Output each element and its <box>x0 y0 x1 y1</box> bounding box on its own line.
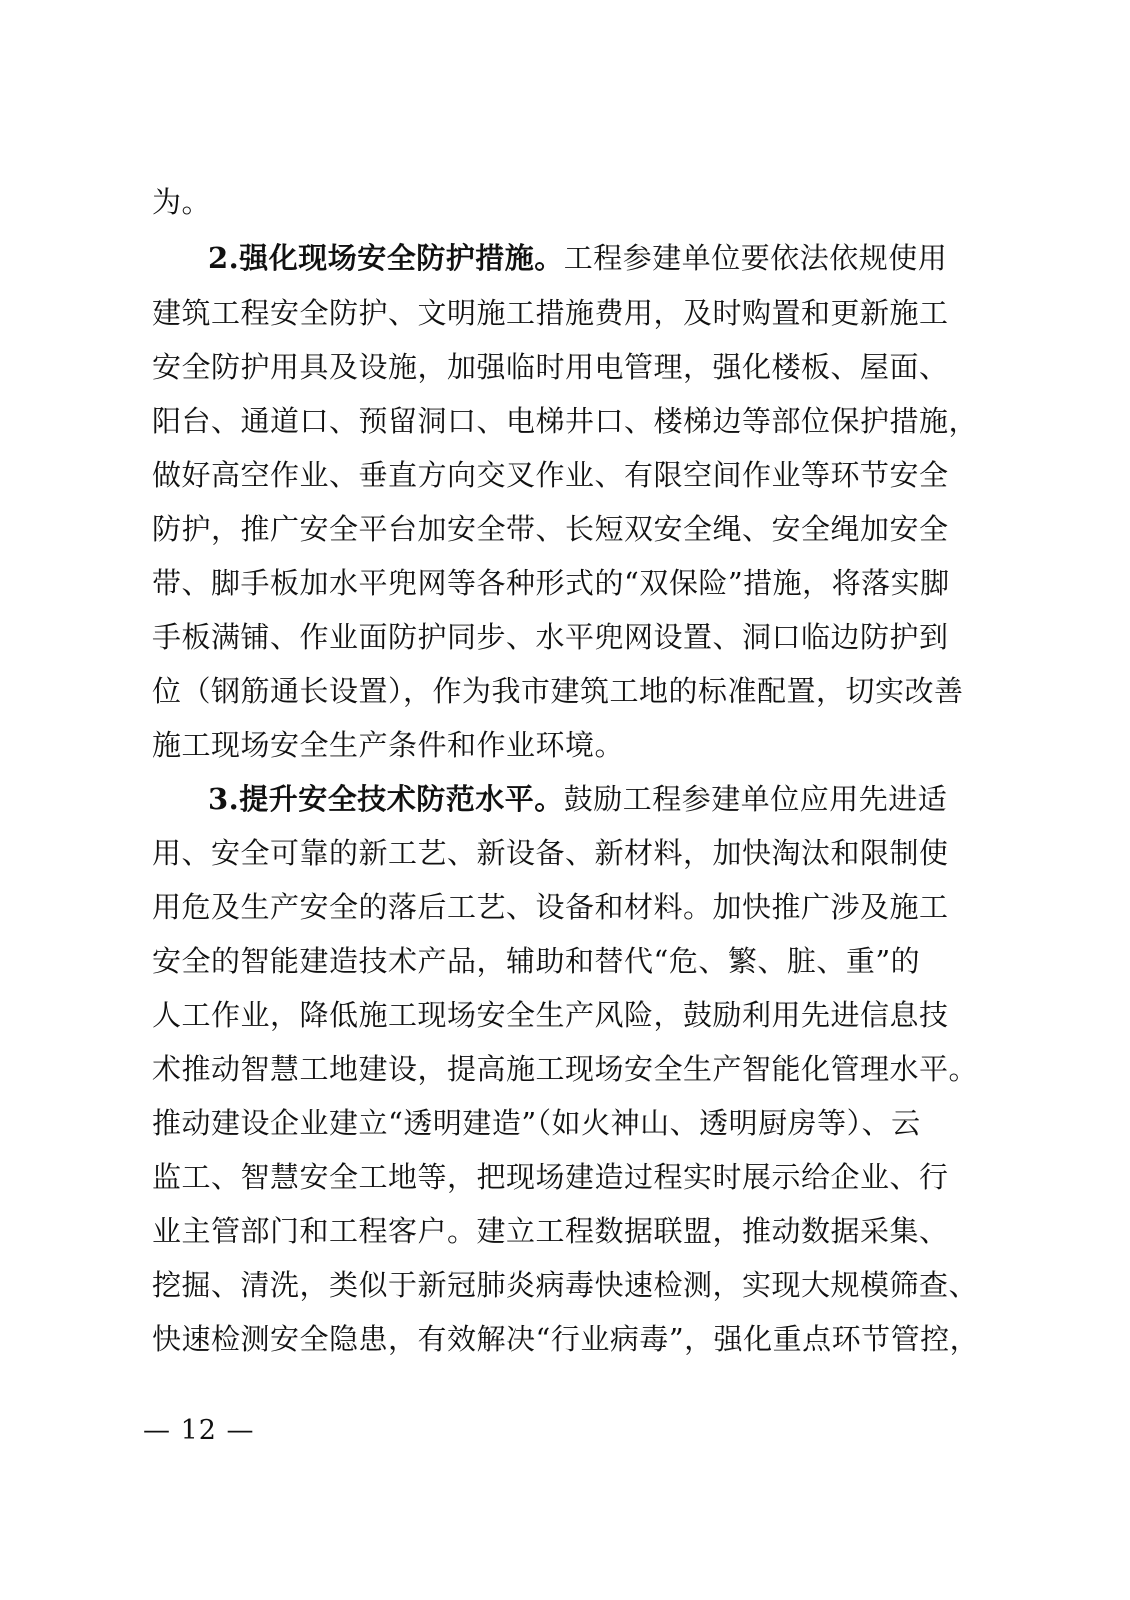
line-text: 业主管部门和工程客户。建立工程数据联盟，推动数据采集、 <box>152 1214 949 1248</box>
text-line <box>152 1049 979 1089</box>
line-text: 推动建设企业建立“透明建造”（如火神山、透明厨房等）、云 <box>152 1106 921 1140</box>
text-line <box>152 1103 942 1143</box>
text-line <box>152 509 949 549</box>
section-2-heading: 2.强化现场安全防护措施。 <box>208 241 564 275</box>
text-line <box>152 617 949 657</box>
text-line <box>152 941 942 981</box>
text-line <box>152 347 949 387</box>
text-line <box>152 725 942 765</box>
line-text: 用、安全可靠的新工艺、新设备、新材料，加快淘汰和限制使 <box>152 836 949 870</box>
line-text: 安全的智能建造技术产品，辅助和替代“危、繁、脏、重”的 <box>152 944 921 978</box>
text-line <box>152 293 949 333</box>
line-text: 监工、智慧安全工地等，把现场建造过程实时展示给企业、行 <box>152 1160 949 1194</box>
line-text: 工程参建单位要依法依规使用 <box>563 241 948 275</box>
line-text: 安全防护用具及设施，加强临时用电管理，强化楼板、屋面、 <box>152 350 949 384</box>
line-text: 快速检测安全隐患，有效解决“行业病毒”，强化重点环节管控， <box>152 1322 980 1356</box>
line-text: 阳台、通道口、预留洞口、电梯井口、楼梯边等部位保护措施， <box>152 404 979 438</box>
section-3-line <box>208 779 948 819</box>
line-text: 挖掘、清洗，类似于新冠肺炎病毒快速检测，实现大规模筛查、 <box>152 1268 979 1302</box>
line-text: 为。 <box>152 185 212 219</box>
text-line <box>152 995 949 1035</box>
text-line <box>152 563 950 603</box>
line-text: 人工作业，降低施工现场安全生产风险，鼓励利用先进信息技 <box>152 998 949 1032</box>
text-line <box>152 1211 949 1251</box>
text-line <box>152 1265 979 1305</box>
line-text: 防护，推广安全平台加安全带、长短双安全绳、安全绳加安全 <box>152 512 949 546</box>
line-text: 手板满铺、作业面防护同步、水平兜网设置、洞口临边防护到 <box>152 620 949 654</box>
text-line <box>152 455 949 495</box>
line-text: 建筑工程安全防护、文明施工措施费用，及时购置和更新施工 <box>152 296 949 330</box>
line-text: 做好高空作业、垂直方向交叉作业、有限空间作业等环节安全 <box>152 458 949 492</box>
text-line <box>152 671 964 711</box>
text-line <box>152 833 949 873</box>
text-line <box>152 887 949 927</box>
text-line <box>152 1319 980 1359</box>
line-text: 施工现场安全生产条件和作业环境。 <box>152 728 625 762</box>
line-text: 鼓励工程参建单位应用先进适 <box>563 782 948 816</box>
section-2-line <box>208 238 948 278</box>
text-line <box>152 401 979 441</box>
section-3-heading: 3.提升安全技术防范水平。 <box>208 782 564 816</box>
text-line <box>152 1157 949 1197</box>
line-text: 术推动智慧工地建设，提高施工现场安全生产智能化管理水平。 <box>152 1052 979 1086</box>
line-text: 用危及生产安全的落后工艺、设备和材料。加快推广涉及施工 <box>152 890 949 924</box>
line-text: 位（钢筋通长设置），作为我市建筑工地的标准配置，切实改善 <box>152 674 964 708</box>
text-line <box>152 182 942 222</box>
page-number: — 12 — <box>143 1415 255 1446</box>
line-text: 带、脚手板加水平兜网等各种形式的“双保险”措施，将落实脚 <box>152 566 950 600</box>
